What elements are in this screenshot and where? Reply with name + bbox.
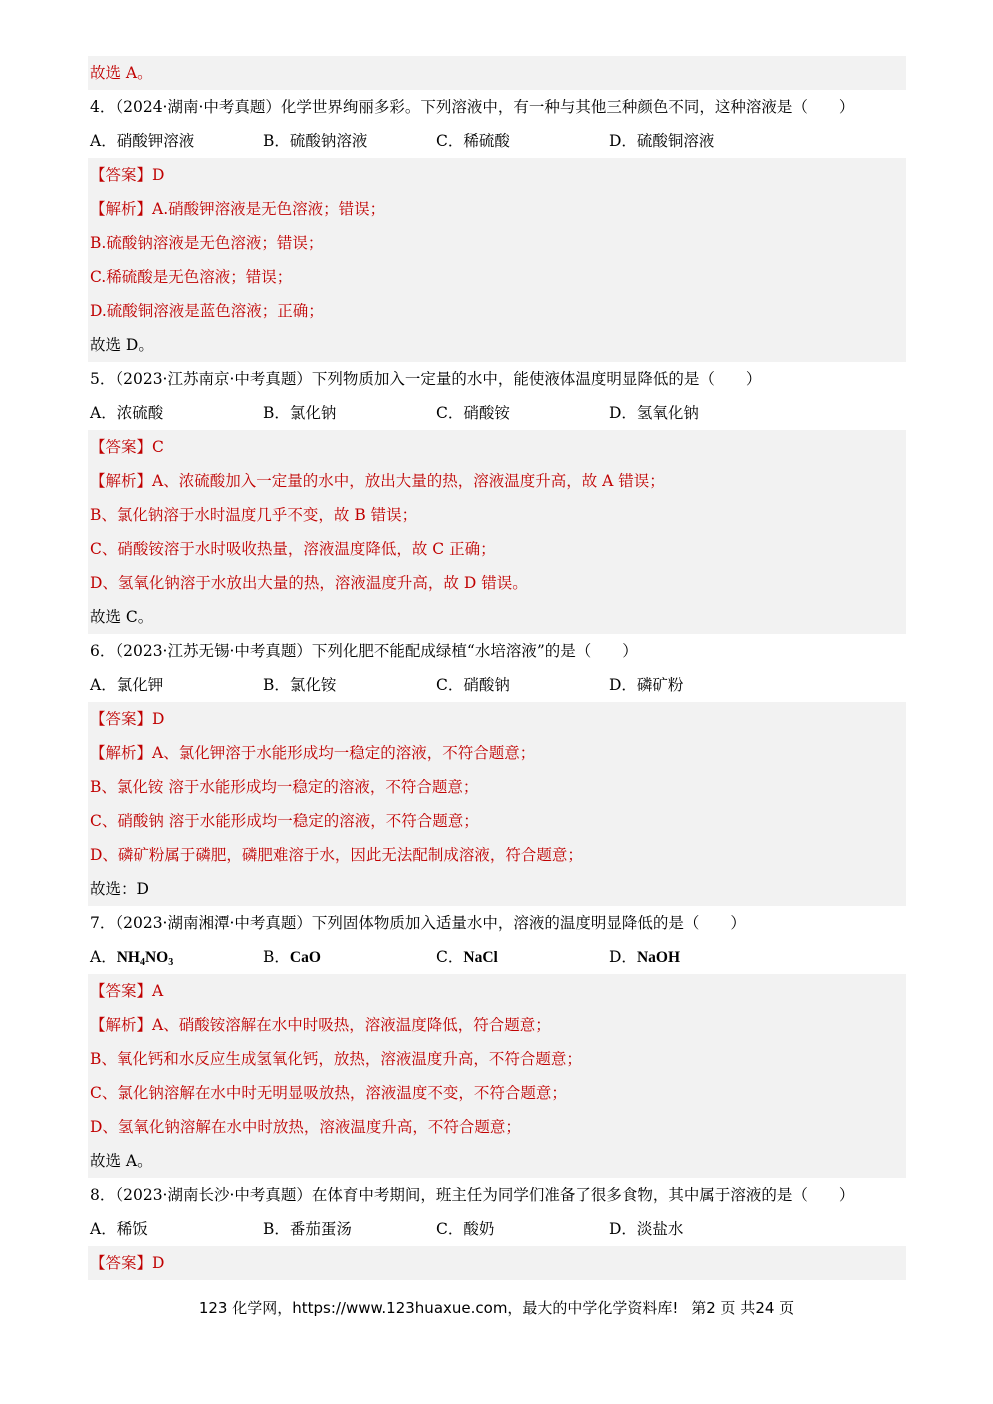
analysis-line: B、氧化钙和水反应生成氢氧化钙，放热，溶液温度升高，不符合题意； (90, 1050, 582, 1068)
analysis-line: B、氯化钠溶于水时温度几乎不变，故 B 错误； (90, 506, 418, 524)
option-row (88, 396, 906, 430)
analysis-line: 【解析】A.硝酸钾溶液是无色溶液；错误； (90, 200, 386, 218)
option-item: D．氢氧化钠 (609, 404, 699, 422)
answer-line: 【答案】D (90, 1254, 165, 1272)
analysis-line: 故选 D。 (90, 336, 154, 354)
option-label: A． (90, 948, 117, 966)
footer-page-number: 第2 页 共24 页 (691, 1299, 795, 1317)
option-item (90, 940, 263, 974)
option-item (436, 940, 609, 974)
option-row (88, 668, 906, 702)
question-stem: 8．（2023·湖南长沙·中考真题）在体育中考期间，班主任为同学们准备了很多食物，其中属于溶液的是（ ） (90, 1186, 855, 1204)
option-item (609, 940, 782, 974)
chemical-formula (463, 949, 497, 966)
analysis-line: B.硫酸钠溶液是无色溶液；错误； (90, 234, 324, 252)
analysis-line: D、氢氧化钠溶于水放出大量的热，溶液温度升高，故 D 错误。 (90, 574, 528, 592)
question-stem: 4．（2024·湖南·中考真题）化学世界绚丽多彩。下列溶液中，有一种与其他三种颜色不同，这种溶液是（ ） (90, 98, 855, 116)
answer-block (88, 430, 906, 634)
option-row (88, 124, 906, 158)
option-item: D．淡盐水 (609, 1220, 684, 1238)
analysis-line: C、氯化钠溶解在水中时无明显吸放热，溶液温度不变，不符合题意； (90, 1084, 567, 1102)
option-label: B． (263, 948, 290, 966)
analysis-line: D、氢氧化钠溶解在水中时放热，溶液温度升高，不符合题意； (90, 1118, 521, 1136)
formula-part: NH (116, 949, 140, 966)
formula-part: CaO (289, 949, 321, 966)
option-item (263, 940, 436, 974)
option-item: A．浓硫酸 (90, 404, 164, 422)
formula-part: NaCl (463, 949, 498, 966)
option-item: D．硫酸铜溶液 (609, 132, 715, 150)
question-stem: 7．（2023·湖南湘潭·中考真题）下列固体物质加入适量水中，溶液的温度明显降低的是（ ） (90, 914, 746, 932)
option-item: B．氯化铵 (263, 676, 337, 694)
option-row (88, 940, 906, 974)
analysis-line: 故选 C。 (90, 608, 154, 626)
question-stem: 5．（2023·江苏南京·中考真题）下列物质加入一定量的水中，能使液体温度明显降低的是（ ） (90, 370, 762, 388)
document-page (88, 56, 906, 1280)
option-item: B．氯化钠 (263, 404, 337, 422)
answer-block (88, 1246, 906, 1280)
analysis-line: 【解析】A、氯化钾溶于水能形成均一稳定的溶液，不符合题意； (90, 744, 536, 762)
analysis-line: C.稀硫酸是无色溶液；错误； (90, 268, 293, 286)
option-item: A．硝酸钾溶液 (90, 132, 195, 150)
answer-line: 【答案】C (90, 438, 164, 456)
option-item: A．氯化钾 (90, 676, 164, 694)
answer-block (88, 974, 906, 1178)
option-item: A．稀饭 (90, 1220, 148, 1238)
page-footer (0, 1296, 993, 1320)
analysis-line: B、氯化铵 溶于水能形成均一稳定的溶液，不符合题意； (90, 778, 479, 796)
analysis-line: 【解析】A、浓硫酸加入一定量的水中，放出大量的热，溶液温度升高，故 A 错误； (90, 472, 665, 490)
option-item: C．稀硫酸 (436, 132, 510, 150)
answer-block (88, 702, 906, 906)
analysis-line: 故选 A。 (90, 1152, 153, 1170)
option-item: C．硝酸钠 (436, 676, 510, 694)
option-item: B．番茄蛋汤 (263, 1220, 352, 1238)
question-stem: 6．（2023·江苏无锡·中考真题）下列化肥不能配成绿植“水培溶液”的是（ ） (90, 642, 638, 660)
formula-subscript: 4 (139, 957, 145, 968)
answer-line: 故选 A。 (90, 64, 153, 82)
formula-part: NaOH (636, 949, 680, 966)
chemical-formula (637, 949, 680, 966)
formula-subscript: 3 (168, 957, 174, 968)
formula-part: NO (144, 949, 169, 966)
answer-line: 【答案】D (90, 166, 165, 184)
answer-block (88, 158, 906, 362)
option-label: D． (609, 948, 637, 966)
answer-line: 【答案】A (90, 982, 164, 1000)
option-item: C．酸奶 (436, 1220, 495, 1238)
option-item: D．磷矿粉 (609, 676, 684, 694)
option-label: C． (436, 948, 464, 966)
analysis-line: 故选：D (90, 880, 149, 898)
analysis-line: C、硝酸钠 溶于水能形成均一稳定的溶液，不符合题意； (90, 812, 479, 830)
footer-site-text: 123 化学网，https://www.123huaxue.com，最大的中学化学资料库! (198, 1299, 679, 1317)
analysis-line: 【解析】A、硝酸铵溶解在水中时吸热，溶液温度降低，符合题意； (90, 1016, 551, 1034)
chemical-formula (290, 949, 321, 966)
chemical-formula (117, 949, 174, 966)
answer-block (88, 56, 906, 90)
analysis-line: C、硝酸铵溶于水时吸收热量，溶液温度降低，故 C 正确； (90, 540, 496, 558)
option-item: B．硫酸钠溶液 (263, 132, 368, 150)
option-row (88, 1212, 906, 1246)
answer-line: 【答案】D (90, 710, 165, 728)
option-item: C．硝酸铵 (436, 404, 510, 422)
analysis-line: D、磷矿粉属于磷肥，磷肥难溶于水，因此无法配制成溶液，符合题意； (90, 846, 583, 864)
analysis-line: D.硫酸铜溶液是蓝色溶液；正确； (90, 302, 324, 320)
